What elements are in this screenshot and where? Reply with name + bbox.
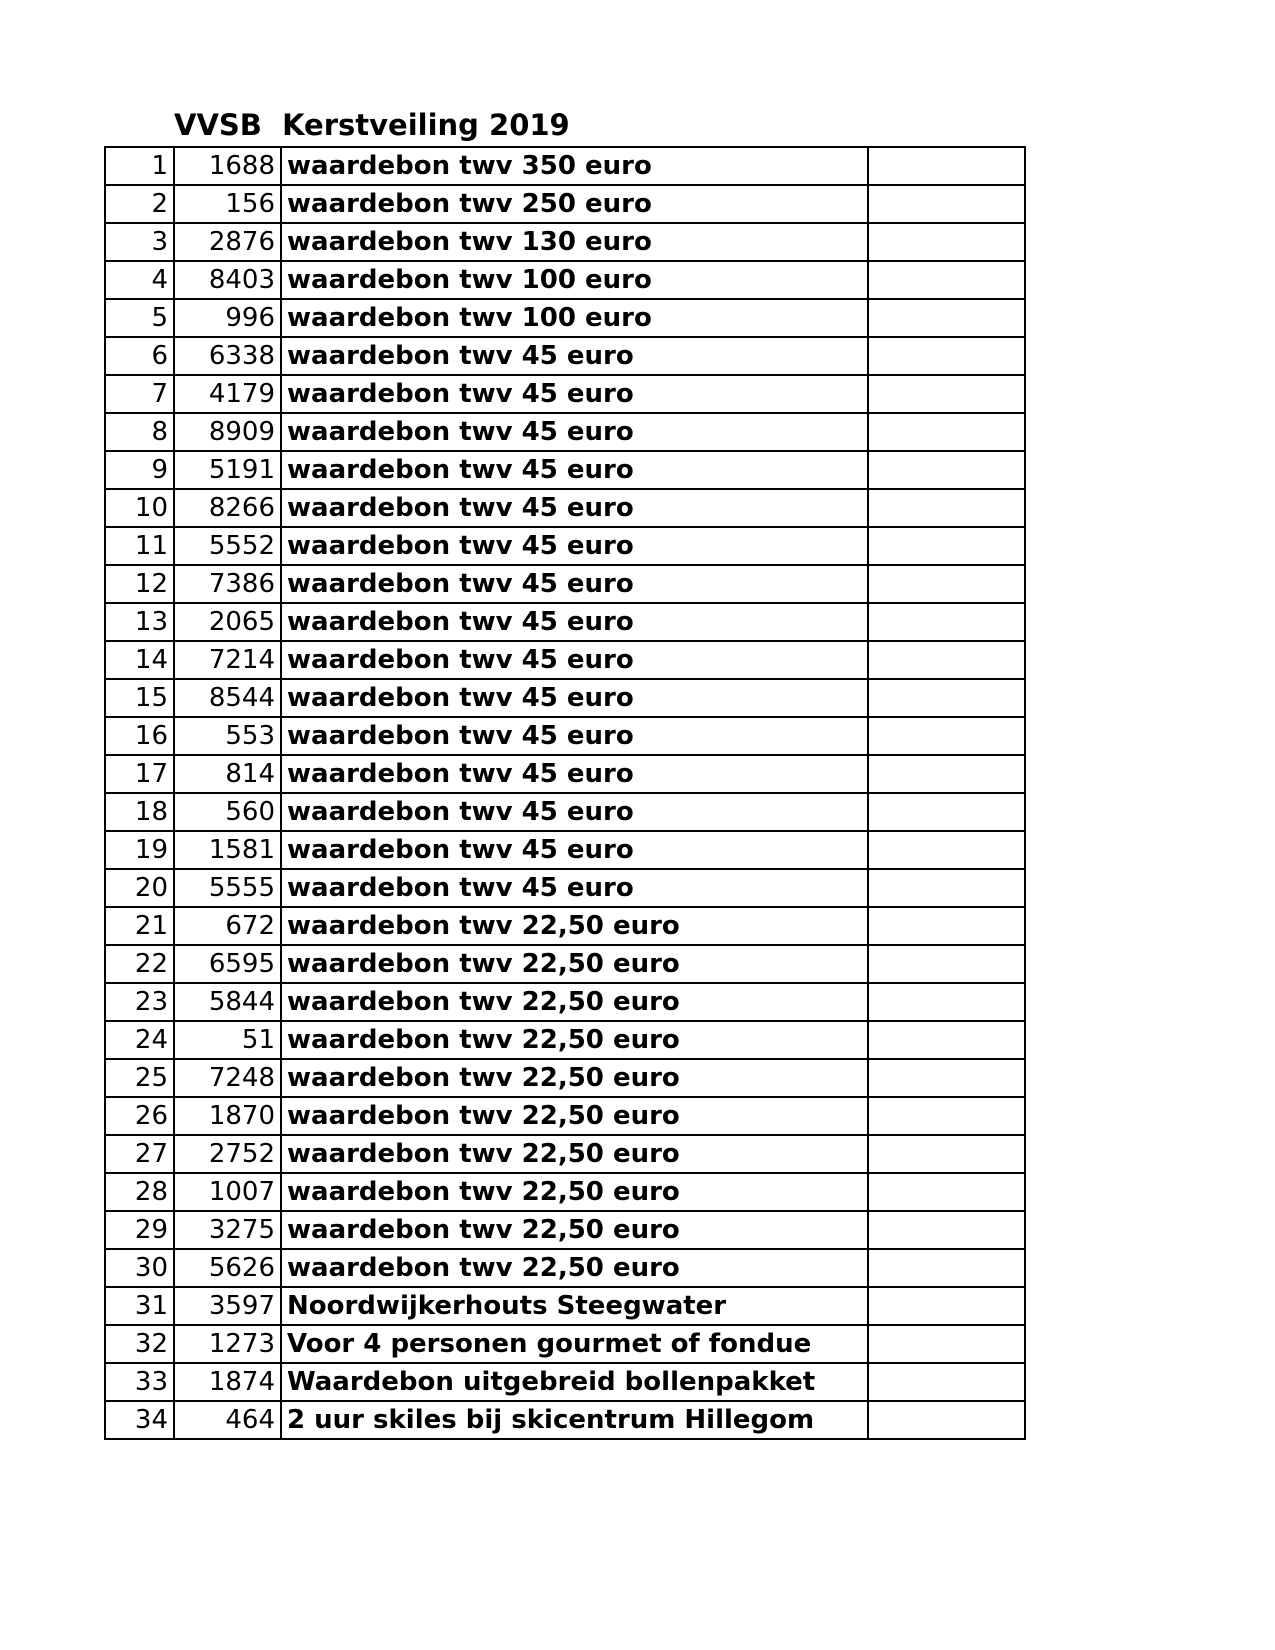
table-row — [105, 565, 1025, 603]
lot-number-cell: 1870 — [174, 1097, 281, 1135]
row-index-cell: 23 — [105, 983, 174, 1021]
empty-cell — [868, 1211, 1025, 1249]
lot-number-cell: 1874 — [174, 1363, 281, 1401]
empty-cell — [868, 337, 1025, 375]
empty-cell — [868, 679, 1025, 717]
lot-number-cell: 156 — [174, 185, 281, 223]
row-index-cell: 16 — [105, 717, 174, 755]
table-row — [105, 1401, 1025, 1439]
row-index-cell: 14 — [105, 641, 174, 679]
row-index-cell: 19 — [105, 831, 174, 869]
lot-number-cell: 3597 — [174, 1287, 281, 1325]
description-cell: waardebon twv 22,50 euro — [281, 1059, 868, 1097]
table-row — [105, 1135, 1025, 1173]
table-row — [105, 907, 1025, 945]
document-title: VVSB Kerstveiling 2019 — [174, 108, 570, 142]
empty-cell — [868, 261, 1025, 299]
description-cell: waardebon twv 45 euro — [281, 375, 868, 413]
row-index-cell: 21 — [105, 907, 174, 945]
description-cell: waardebon twv 250 euro — [281, 185, 868, 223]
table-row — [105, 1363, 1025, 1401]
description-cell: waardebon twv 45 euro — [281, 489, 868, 527]
description-cell: waardebon twv 45 euro — [281, 717, 868, 755]
empty-cell — [868, 831, 1025, 869]
empty-cell — [868, 299, 1025, 337]
row-index-cell: 26 — [105, 1097, 174, 1135]
description-cell: waardebon twv 45 euro — [281, 603, 868, 641]
row-index-cell: 3 — [105, 223, 174, 261]
empty-cell — [868, 1021, 1025, 1059]
table-row — [105, 603, 1025, 641]
empty-cell — [868, 1325, 1025, 1363]
auction-table — [104, 146, 1026, 1440]
row-index-cell: 28 — [105, 1173, 174, 1211]
description-cell: waardebon twv 22,50 euro — [281, 1211, 868, 1249]
row-index-cell: 11 — [105, 527, 174, 565]
empty-cell — [868, 755, 1025, 793]
table-row — [105, 869, 1025, 907]
lot-number-cell: 553 — [174, 717, 281, 755]
table-row — [105, 1325, 1025, 1363]
description-cell: waardebon twv 22,50 euro — [281, 907, 868, 945]
table-row — [105, 1287, 1025, 1325]
table-row — [105, 945, 1025, 983]
row-index-cell: 18 — [105, 793, 174, 831]
description-cell: waardebon twv 130 euro — [281, 223, 868, 261]
table-row — [105, 375, 1025, 413]
table-row — [105, 1059, 1025, 1097]
lot-number-cell: 1581 — [174, 831, 281, 869]
row-index-cell: 10 — [105, 489, 174, 527]
row-index-cell: 1 — [105, 147, 174, 185]
lot-number-cell: 1688 — [174, 147, 281, 185]
lot-number-cell: 672 — [174, 907, 281, 945]
table-row — [105, 261, 1025, 299]
table-row — [105, 831, 1025, 869]
empty-cell — [868, 1173, 1025, 1211]
description-cell: waardebon twv 45 euro — [281, 527, 868, 565]
empty-cell — [868, 147, 1025, 185]
lot-number-cell: 814 — [174, 755, 281, 793]
empty-cell — [868, 1401, 1025, 1439]
lot-number-cell: 5626 — [174, 1249, 281, 1287]
description-cell: waardebon twv 22,50 euro — [281, 1021, 868, 1059]
empty-cell — [868, 413, 1025, 451]
row-index-cell: 15 — [105, 679, 174, 717]
empty-cell — [868, 983, 1025, 1021]
row-index-cell: 29 — [105, 1211, 174, 1249]
description-cell: waardebon twv 100 euro — [281, 261, 868, 299]
lot-number-cell: 2065 — [174, 603, 281, 641]
lot-number-cell: 4179 — [174, 375, 281, 413]
lot-number-cell: 2876 — [174, 223, 281, 261]
lot-number-cell: 8403 — [174, 261, 281, 299]
description-cell: waardebon twv 350 euro — [281, 147, 868, 185]
row-index-cell: 33 — [105, 1363, 174, 1401]
row-index-cell: 9 — [105, 451, 174, 489]
empty-cell — [868, 1363, 1025, 1401]
description-cell: waardebon twv 22,50 euro — [281, 945, 868, 983]
description-cell: waardebon twv 45 euro — [281, 679, 868, 717]
description-cell: waardebon twv 45 euro — [281, 831, 868, 869]
lot-number-cell: 1007 — [174, 1173, 281, 1211]
lot-number-cell: 464 — [174, 1401, 281, 1439]
empty-cell — [868, 223, 1025, 261]
table-row — [105, 1249, 1025, 1287]
empty-cell — [868, 1097, 1025, 1135]
empty-cell — [868, 1249, 1025, 1287]
lot-number-cell: 1273 — [174, 1325, 281, 1363]
empty-cell — [868, 603, 1025, 641]
description-cell: waardebon twv 22,50 euro — [281, 1249, 868, 1287]
lot-number-cell: 7386 — [174, 565, 281, 603]
description-cell: waardebon twv 45 euro — [281, 869, 868, 907]
table-row — [105, 451, 1025, 489]
row-index-cell: 20 — [105, 869, 174, 907]
empty-cell — [868, 489, 1025, 527]
row-index-cell: 13 — [105, 603, 174, 641]
lot-number-cell: 5191 — [174, 451, 281, 489]
description-cell: waardebon twv 45 euro — [281, 413, 868, 451]
row-index-cell: 22 — [105, 945, 174, 983]
row-index-cell: 17 — [105, 755, 174, 793]
description-cell: Noordwijkerhouts Steegwater — [281, 1287, 868, 1325]
lot-number-cell: 8909 — [174, 413, 281, 451]
table-row — [105, 527, 1025, 565]
description-cell: waardebon twv 100 euro — [281, 299, 868, 337]
table-row — [105, 489, 1025, 527]
auction-table-body — [105, 147, 1025, 1439]
table-row — [105, 755, 1025, 793]
table-row — [105, 1097, 1025, 1135]
empty-cell — [868, 641, 1025, 679]
table-row — [105, 793, 1025, 831]
description-cell: waardebon twv 22,50 euro — [281, 983, 868, 1021]
description-cell: waardebon twv 45 euro — [281, 565, 868, 603]
lot-number-cell: 5555 — [174, 869, 281, 907]
row-index-cell: 4 — [105, 261, 174, 299]
table-row — [105, 223, 1025, 261]
row-index-cell: 32 — [105, 1325, 174, 1363]
lot-number-cell: 7214 — [174, 641, 281, 679]
empty-cell — [868, 907, 1025, 945]
description-cell: waardebon twv 22,50 euro — [281, 1097, 868, 1135]
row-index-cell: 30 — [105, 1249, 174, 1287]
lot-number-cell: 5552 — [174, 527, 281, 565]
table-row — [105, 337, 1025, 375]
empty-cell — [868, 527, 1025, 565]
empty-cell — [868, 1059, 1025, 1097]
empty-cell — [868, 1287, 1025, 1325]
table-row — [105, 299, 1025, 337]
empty-cell — [868, 1135, 1025, 1173]
table-row — [105, 1211, 1025, 1249]
description-cell: waardebon twv 22,50 euro — [281, 1173, 868, 1211]
table-row — [105, 641, 1025, 679]
description-cell: Voor 4 personen gourmet of fondue — [281, 1325, 868, 1363]
lot-number-cell: 6338 — [174, 337, 281, 375]
lot-number-cell: 5844 — [174, 983, 281, 1021]
table-row — [105, 679, 1025, 717]
lot-number-cell: 8544 — [174, 679, 281, 717]
description-cell: waardebon twv 45 euro — [281, 793, 868, 831]
lot-number-cell: 8266 — [174, 489, 281, 527]
lot-number-cell: 3275 — [174, 1211, 281, 1249]
lot-number-cell: 7248 — [174, 1059, 281, 1097]
lot-number-cell: 560 — [174, 793, 281, 831]
table-row — [105, 1173, 1025, 1211]
empty-cell — [868, 945, 1025, 983]
table-row — [105, 717, 1025, 755]
row-index-cell: 34 — [105, 1401, 174, 1439]
table-row — [105, 983, 1025, 1021]
row-index-cell: 8 — [105, 413, 174, 451]
row-index-cell: 7 — [105, 375, 174, 413]
lot-number-cell: 6595 — [174, 945, 281, 983]
table-row — [105, 1021, 1025, 1059]
row-index-cell: 27 — [105, 1135, 174, 1173]
empty-cell — [868, 717, 1025, 755]
description-cell: waardebon twv 45 euro — [281, 451, 868, 489]
description-cell: waardebon twv 45 euro — [281, 755, 868, 793]
row-index-cell: 12 — [105, 565, 174, 603]
lot-number-cell: 2752 — [174, 1135, 281, 1173]
empty-cell — [868, 565, 1025, 603]
row-index-cell: 31 — [105, 1287, 174, 1325]
empty-cell — [868, 869, 1025, 907]
table-row — [105, 185, 1025, 223]
table-row — [105, 147, 1025, 185]
empty-cell — [868, 793, 1025, 831]
row-index-cell: 2 — [105, 185, 174, 223]
description-cell: waardebon twv 45 euro — [281, 337, 868, 375]
row-index-cell: 25 — [105, 1059, 174, 1097]
empty-cell — [868, 375, 1025, 413]
row-index-cell: 5 — [105, 299, 174, 337]
empty-cell — [868, 185, 1025, 223]
description-cell: Waardebon uitgebreid bollenpakket — [281, 1363, 868, 1401]
row-index-cell: 24 — [105, 1021, 174, 1059]
description-cell: waardebon twv 45 euro — [281, 641, 868, 679]
description-cell: 2 uur skiles bij skicentrum Hillegom — [281, 1401, 868, 1439]
description-cell: waardebon twv 22,50 euro — [281, 1135, 868, 1173]
row-index-cell: 6 — [105, 337, 174, 375]
table-row — [105, 413, 1025, 451]
lot-number-cell: 51 — [174, 1021, 281, 1059]
empty-cell — [868, 451, 1025, 489]
lot-number-cell: 996 — [174, 299, 281, 337]
